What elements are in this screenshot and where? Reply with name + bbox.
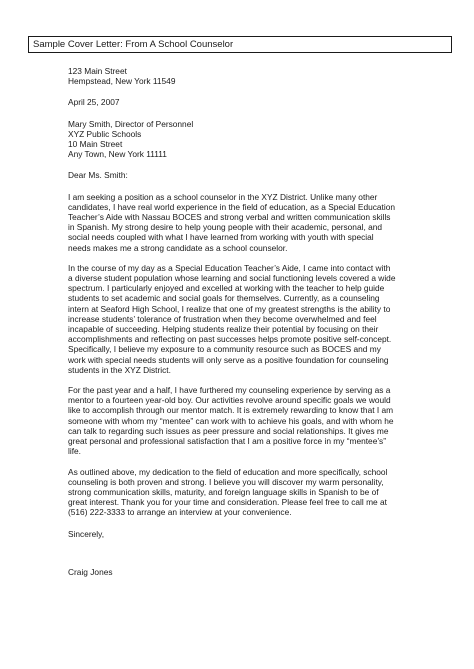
paragraph-line: a diverse student population whose learning and social functioning levels covered a wide <box>68 273 396 284</box>
closing: Sincerely, <box>68 528 105 539</box>
paragraph-line: As outlined above, my dedication to the field of education and more specifically, school <box>68 466 388 477</box>
paragraph-line: great interest. Thank you for your time and consideration. Please feel free to call me at <box>68 497 387 508</box>
paragraph-line: needs makes me a strong candidate as a school counselor. <box>68 242 288 253</box>
recipient-city: Any Town, New York 11111 <box>68 149 167 160</box>
paragraph-1 <box>68 192 458 253</box>
sender-street: 123 Main Street <box>68 66 127 76</box>
paragraph-line: like to accomplish through our mentor match. It is extremely rewarding to know that I am <box>68 405 394 416</box>
paragraph-line: strong communication skills, maturity, and foreign language skills in Spanish to be of <box>68 486 379 497</box>
paragraph-line: Specifically, I believe my exposure to a community resource such as BOCES and my <box>68 344 381 355</box>
paragraph-line: increase students’ tolerance of frustration when they become overwhelmed and feel <box>68 313 377 324</box>
recipient-address <box>68 119 458 160</box>
paragraph-line: life. <box>68 446 81 457</box>
paragraph-line: candidates, I have real world experience in the field of education, as a Special Education <box>68 201 396 212</box>
paragraph-line: accomplishments and reflecting on past successes helps promote positive self-concept. <box>68 334 392 345</box>
letter-date: April 25, 2007 <box>68 97 120 108</box>
paragraph-line: For the past year and a half, I have furthered my counseling experience by serving as a <box>68 385 391 396</box>
paragraph-line: counseling is both proven and strong. I believe you will discover my warm personality, <box>68 476 384 487</box>
paragraph-line: incapable of succeeding. Helping students realize their potential by focusing on their <box>68 324 379 335</box>
signature-name: Craig Jones <box>68 566 113 577</box>
paragraph-line: In the course of my day as a Special Education Teacher’s Aide, I came into contact with <box>68 262 391 273</box>
paragraph-line: great personal and professional satisfaction that I am a positive force in my “mentee’s” <box>68 436 386 447</box>
document-title: Sample Cover Letter: From A School Counselor <box>28 36 452 53</box>
paragraph-line: spectrum. I particularly enjoyed and excelled at working with the teacher to help guide <box>68 283 385 294</box>
paragraph-line: in Spanish. My strong desire to help young people with their academic, personal, and <box>68 222 383 233</box>
paragraph-line: intern at Seaford High School, I realize that one of my greatest strengths is the ability to <box>68 303 391 314</box>
paragraph-line: Teacher’s Aide with Nassau BOCES and strong verbal and written communication skills <box>68 212 391 223</box>
paragraph-line: students in the XYZ District. <box>68 364 171 375</box>
paragraph-line: someone with whom my “mentee” can work with to achieve his goals, and with whom he <box>68 415 394 426</box>
paragraph-3 <box>68 385 458 456</box>
letter-body <box>68 66 458 577</box>
sender-address <box>68 66 458 86</box>
paragraph-line: students to set academic and social goals for themselves. Currently, as a counseling <box>68 293 380 304</box>
salutation: Dear Ms. Smith: <box>68 170 128 181</box>
recipient-street: 10 Main Street <box>68 139 123 150</box>
paragraph-line: (516) 222-3333 to arrange an interview at your convenience. <box>68 507 292 518</box>
sender-city: Hempstead, New York 11549 <box>68 76 176 87</box>
recipient-organization: XYZ Public Schools <box>68 128 142 139</box>
paragraph-line: social needs coupled with what I have learned from working with youth with special <box>68 232 374 243</box>
paragraph-line: mentor to a fourteen year-old boy. Our activities revolve around specific goals we would <box>68 395 391 406</box>
paragraph-line: can talk to regarding such issues as peer pressure and social relationships. It gives me <box>68 425 389 436</box>
recipient-name: Mary Smith, Director of Personnel <box>68 118 194 129</box>
paragraph-line: work with special needs students will only serve as a positive foundation for counseling <box>68 354 389 365</box>
paragraph-2 <box>68 263 458 375</box>
paragraph-4 <box>68 467 458 518</box>
paragraph-line: I am seeking a position as a school counselor in the XYZ District. Unlike many other <box>68 191 378 202</box>
